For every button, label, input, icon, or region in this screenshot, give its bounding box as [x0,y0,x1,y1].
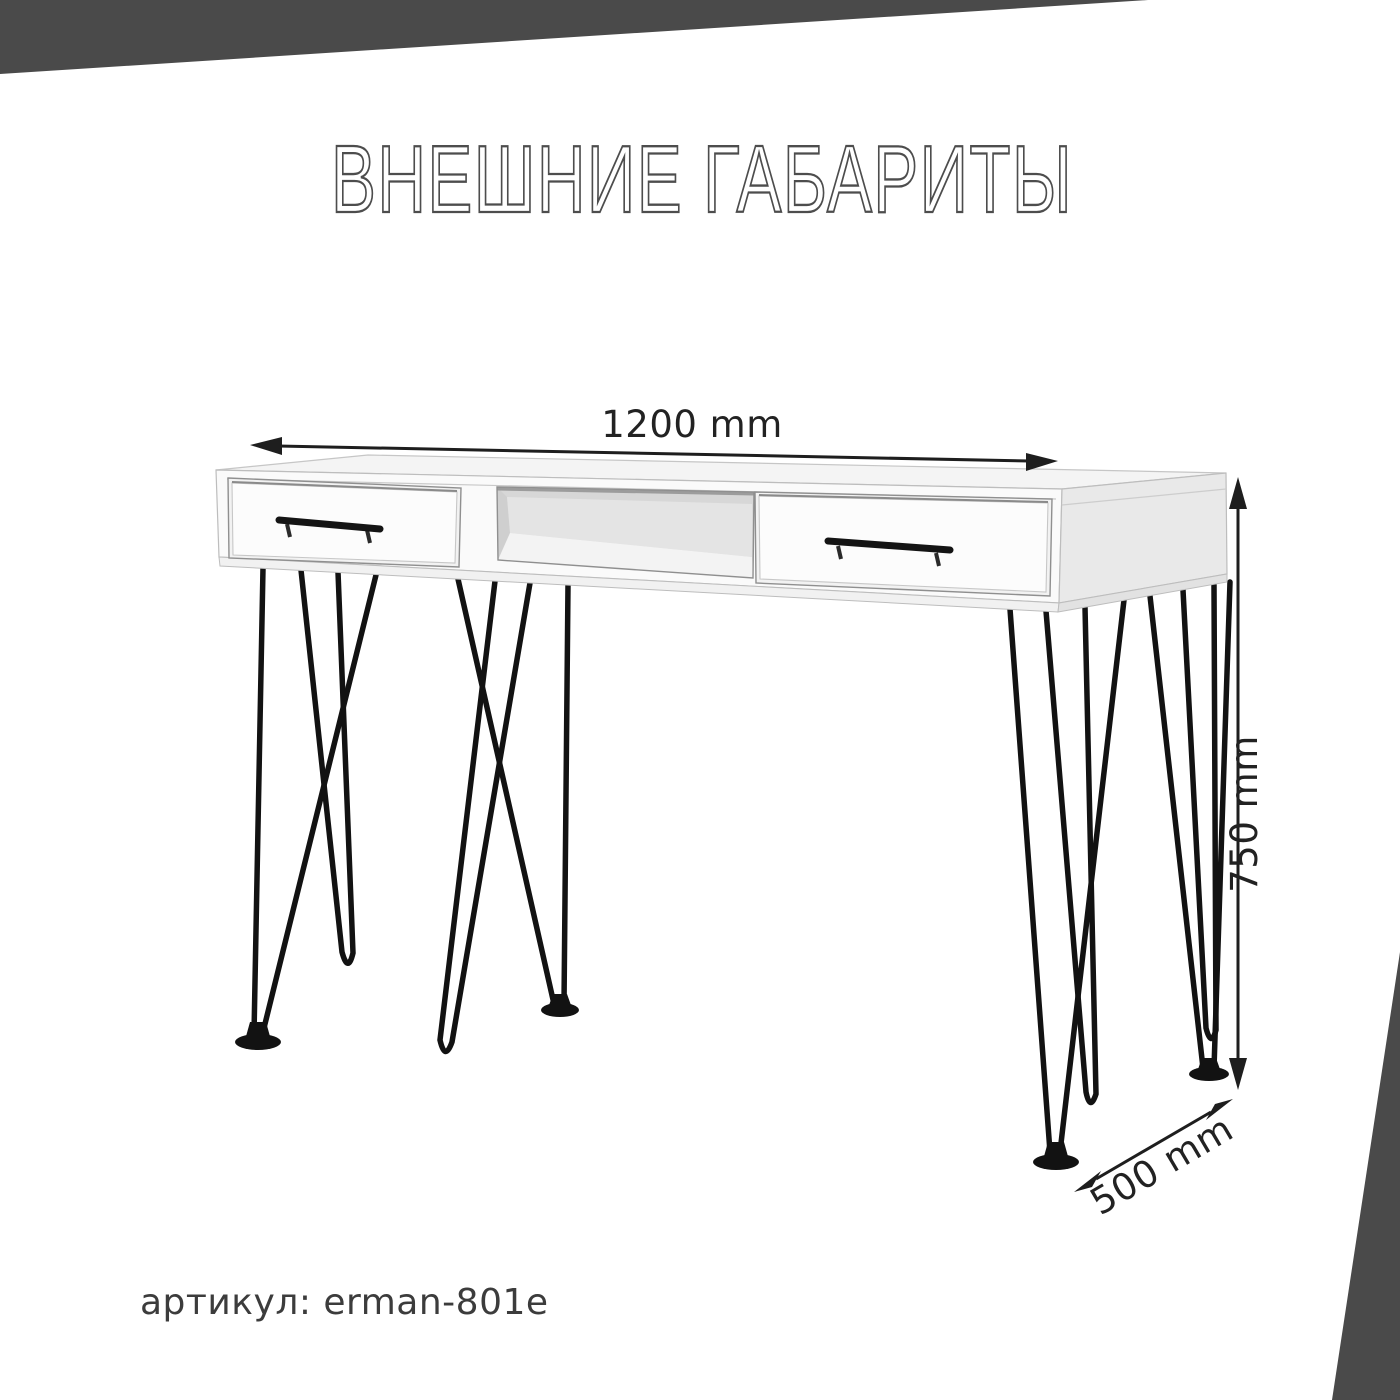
leg-front-right [1010,600,1124,1152]
leg-rod [262,575,376,1036]
hairpin-legs [254,568,1230,1152]
leg-rear-left [440,579,568,1052]
corner-accent-bottom-right [1332,952,1400,1400]
height-dimension-label: 750 mm [1223,735,1266,893]
leg-hairpin-bend [1183,585,1216,1039]
leg-rod [254,568,263,1034]
page-title: ВНЕШНИЕ ГАБАРИТЫ [331,126,1073,233]
height-arrow-top-icon [1229,477,1247,509]
width-arrow-left-icon [250,437,282,455]
width-arrow-right-icon [1026,453,1058,471]
dimension-height [1223,477,1266,1090]
foot-front-left [235,1022,281,1050]
dimension-depth [1074,1099,1240,1224]
leg-hairpin-bend [440,581,530,1052]
desk-cabinet [216,455,1227,612]
height-arrow-bottom-icon [1229,1058,1247,1090]
corner-accent-top-left [0,0,1148,74]
leg-hairpin-bend [1046,607,1096,1103]
leg-front-left [254,568,376,1036]
foot-rear-left [541,994,579,1017]
leg-rear-right [1150,582,1230,1068]
foot-rear-right [1189,1058,1229,1081]
foot-front-right [1033,1142,1079,1170]
leg-rod [1010,609,1050,1152]
desk-illustration [216,455,1230,1170]
leg-rod [564,585,568,1004]
drawer-left [228,478,461,567]
width-dimension-label: 1200 mm [601,403,783,446]
depth-dimension-label: 500 mm [1082,1106,1241,1224]
sku-label: артикул: erman-801e [140,1282,549,1323]
drawer-right [755,492,1052,596]
